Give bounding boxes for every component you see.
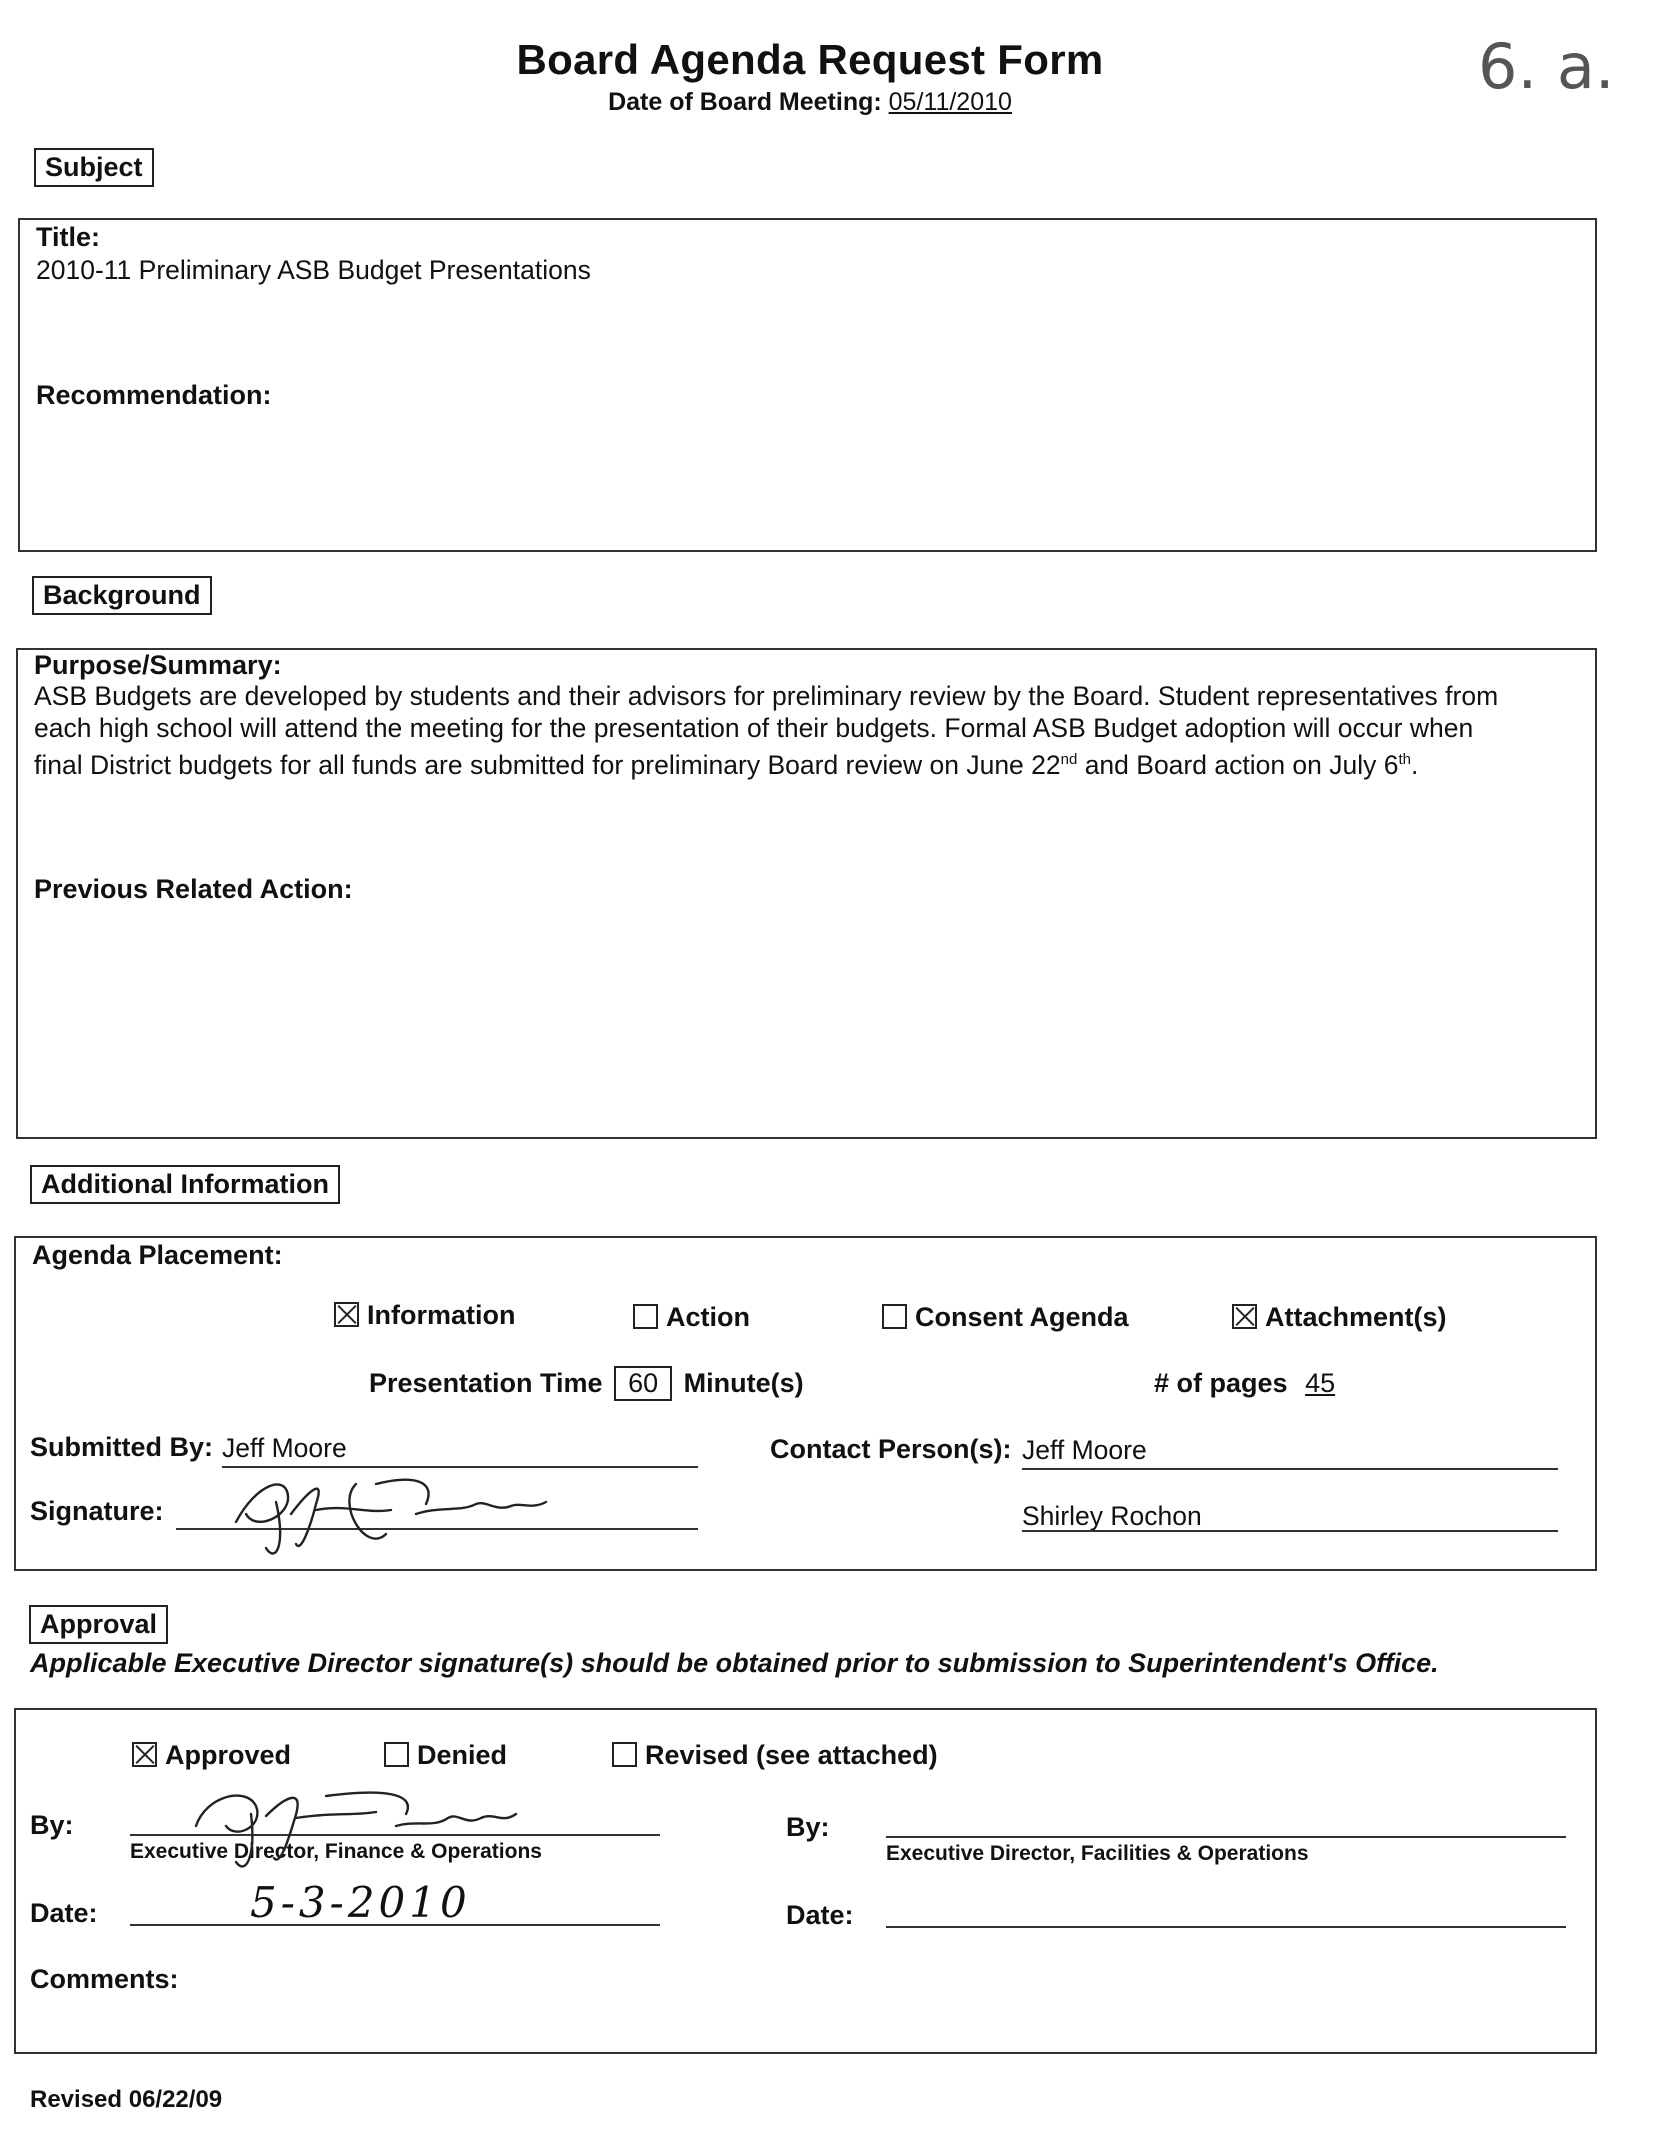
purpose-label: Purpose/Summary: xyxy=(34,650,282,680)
additional-info-tag: Additional Information xyxy=(30,1165,340,1204)
by-line-right xyxy=(886,1836,1566,1838)
meeting-date-value: 05/11/2010 xyxy=(888,88,1012,116)
approval-box xyxy=(14,1708,1597,2054)
title-value: 2010-11 Preliminary ASB Budget Presentations xyxy=(36,255,591,285)
by-label-right: By: xyxy=(786,1812,830,1842)
revised-label: Revised (see attached) xyxy=(645,1740,938,1770)
date-line-right xyxy=(886,1926,1566,1928)
contact-line-2 xyxy=(1022,1530,1558,1532)
approver-signature xyxy=(176,1766,536,1876)
option-consent-agenda[interactable] xyxy=(882,1302,1129,1333)
option-action[interactable] xyxy=(633,1302,750,1333)
comments-label: Comments: xyxy=(30,1964,179,1994)
background-tag: Background xyxy=(32,576,212,615)
presentation-time-value[interactable]: 60 xyxy=(614,1366,672,1401)
submitter-signature xyxy=(216,1444,576,1564)
contact-value-1[interactable]: Jeff Moore xyxy=(1022,1435,1147,1465)
additional-info-box xyxy=(14,1236,1597,1571)
consent-agenda-label: Consent Agenda xyxy=(915,1302,1129,1332)
right-director-title: Executive Director, Facilities & Operations xyxy=(886,1842,1309,1865)
left-director-title: Executive Director, Finance & Operations xyxy=(130,1840,542,1863)
attachments-label: Attachment(s) xyxy=(1265,1302,1447,1332)
agenda-placement-label: Agenda Placement: xyxy=(32,1240,283,1270)
information-checkbox[interactable] xyxy=(334,1302,359,1327)
recommendation-label: Recommendation: xyxy=(36,380,272,410)
denied-label: Denied xyxy=(417,1740,508,1770)
option-attachments[interactable] xyxy=(1232,1302,1447,1333)
title-label: Title: xyxy=(36,222,101,252)
option-revised[interactable] xyxy=(612,1740,938,1771)
purpose-line-3-sup2: th xyxy=(1398,751,1412,768)
meeting-date-label: Date of Board Meeting: xyxy=(608,88,882,116)
option-information[interactable] xyxy=(334,1300,516,1331)
approval-tag: Approval xyxy=(29,1605,168,1644)
purpose-line-3-sup1: nd xyxy=(1060,751,1078,768)
contact-value-2[interactable]: Shirley Rochon xyxy=(1022,1501,1202,1531)
contact-label: Contact Person(s): xyxy=(770,1434,1012,1464)
previous-action-label: Previous Related Action: xyxy=(34,874,353,904)
revised-footer: Revised 06/22/09 xyxy=(30,2086,223,2113)
left-date-value[interactable]: 5-3-2010 xyxy=(250,1878,471,1927)
purpose-line-3b: and Board action on July 6 xyxy=(1077,749,1399,780)
minutes-label: Minute(s) xyxy=(683,1368,804,1398)
page-count xyxy=(1154,1368,1335,1399)
presentation-time xyxy=(369,1366,804,1401)
by-label-left: By: xyxy=(30,1810,74,1840)
pages-value[interactable]: 45 xyxy=(1305,1368,1336,1398)
information-label: Information xyxy=(367,1300,516,1330)
purpose-line-2: each high school will attend the meeting for the presentation of their budgets. Formal ASB Budget adoption will occur when xyxy=(34,713,1474,743)
date-label-left: Date: xyxy=(30,1898,98,1928)
purpose-line-3 xyxy=(34,744,1418,781)
contact-line-1 xyxy=(1022,1468,1558,1470)
revised-checkbox[interactable] xyxy=(612,1742,637,1767)
subject-box xyxy=(18,218,1597,552)
attachments-checkbox[interactable] xyxy=(1232,1304,1257,1329)
approval-note: Applicable Executive Director signature(s) should be obtained prior to submission to Superintendent's Office. xyxy=(30,1648,1439,1678)
action-checkbox[interactable] xyxy=(633,1304,658,1329)
subject-tag: Subject xyxy=(34,148,154,187)
approved-label: Approved xyxy=(165,1740,292,1770)
meeting-date-line xyxy=(0,88,1620,117)
purpose-line-3a: final District budgets for all funds are submitted for preliminary Board review on June 22 xyxy=(34,749,1061,780)
approved-checkbox[interactable] xyxy=(132,1742,157,1767)
date-label-right: Date: xyxy=(786,1900,854,1930)
submitted-by-label: Submitted By: xyxy=(30,1432,214,1462)
purpose-line-1: ASB Budgets are developed by students and their advisors for preliminary review by the Board. Student representatives from xyxy=(34,681,1499,711)
consent-agenda-checkbox[interactable] xyxy=(882,1304,907,1329)
item-number: 6. a. xyxy=(1478,30,1615,103)
presentation-time-label: Presentation Time xyxy=(369,1368,603,1398)
denied-checkbox[interactable] xyxy=(384,1742,409,1767)
submitted-by-value[interactable]: Jeff Moore xyxy=(222,1433,347,1463)
form-title: Board Agenda Request Form xyxy=(516,36,1104,83)
background-box xyxy=(16,648,1597,1139)
purpose-line-3c: . xyxy=(1411,749,1419,780)
pages-label: # of pages xyxy=(1154,1368,1288,1398)
signature-label: Signature: xyxy=(30,1496,164,1526)
action-label: Action xyxy=(666,1302,750,1332)
